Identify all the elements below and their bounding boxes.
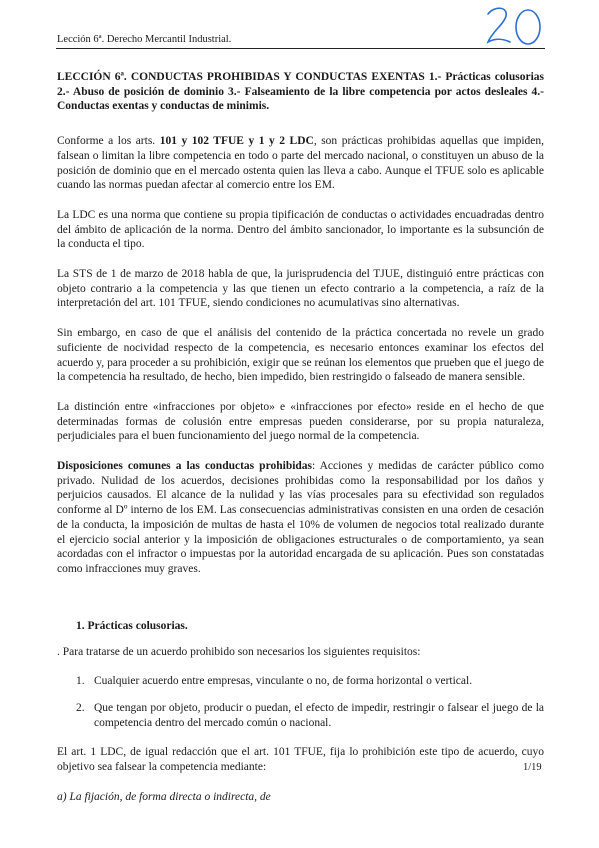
- running-header: Lección 6ª. Derecho Mercantil Industrial.: [57, 34, 232, 45]
- document-body: [57, 70, 544, 804]
- paragraph-intro: Conforme a los arts. 101 y 102 TFUE y 1 y 2 LDC, son prácticas prohibidas aquellas que impiden, falsean o limitan la libre competencia en todo o parte del mercado nacional, o constituyen un abuso de la posición de dominio que en el mercado ostenta quien las lleva a cabo. Aunque el TFUE solo es aplicable cuando las normas puedan afectar al comercio entre los EM.: [57, 135, 545, 192]
- paragraph-disposiciones: Disposiciones comunes a las conductas prohibidas: Acciones y medidas de carácter público como privado. Nulidad de los acuerdos, decisiones prohibidas como la responsabilidad por los daños y perjuicios causados. El alcance de la nulidad y las vías procesales para su efectividad son regulados conforme al Dº interno de los EM. Las consecuencias administrativas consisten en una orden de cesación de la conducta, la imposición de multas de hasta el 10% de volumen de negocios total realizado durante el ejercicio social anterior y la imposición de obligaciones estructurales o de comportamiento, ya sean acordadas con el infractor o impuestas por la autoridad encargada de su aplicación. Pues son constatadas como infracciones muy graves.: [57, 460, 544, 575]
- subitem-a: a) La fijación, de forma directa o indirecta, de: [57, 790, 271, 803]
- lesson-title: LECCIÓN 6ª. CONDUCTAS PROHIBIDAS Y CONDUCTAS EXENTAS 1.- Prácticas colusorias 2.- Abuso de posición de dominio 3.- Falseamiento de la libre competencia por actos desleales 4.- Conductas exentas y conductas de minimis.: [57, 71, 544, 113]
- list-item: 2. Que tengan por objeto, producir o puedan, el efecto de impedir, restringir o falsear el juego de la competencia dentro del mercado común o nacional.: [76, 701, 544, 729]
- requirements-intro: . Para tratarse de un acuerdo prohibido son necesarios los siguientes requisitos:: [57, 646, 421, 659]
- page-number: 1/19: [523, 762, 542, 773]
- paragraph-art1-ldc: El art. 1 LDC, de igual redacción que el art. 101 TFUE, fija lo prohibición este tipo de acuerdo, cuyo objetivo sea falsear la competencia mediante:: [57, 746, 544, 773]
- paragraph-distincion: La distinción entre «infracciones por objeto» e «infracciones por efecto» reside en el hecho de que determinadas formas de colusión entre empresas pueden considerarse, por su propia naturaleza, perjudiciales para el buen funcionamiento del juego normal de la competencia.: [57, 400, 544, 443]
- paragraph-sts: La STS de 1 de marzo de 2018 habla de que, la jurisprudencia del TJUE, distinguió entre prácticas con objeto contrario a la competencia y las que tienen un efecto contrario a la competencia, a raíz de la interpretación del art. 101 TFUE, siendo condiciones no acumulativas sino alternativas.: [57, 268, 544, 310]
- paragraph-sin-embargo: Sin embargo, en caso de que el análisis del contenido de la práctica concertada no revele un grado suficiente de nocividad respecto de la competencia, es necesario entonces examinar los efectos del acuerdo y, para proceder a su prohibición, exigir que se reúnan los elementos que prueben que el juego de la competencia ha resultado, de hecho, bien impedido, bien restringido o falseado de manera sensible.: [57, 327, 544, 384]
- section-heading-practicas: 1. Prácticas colusorias.: [76, 619, 188, 632]
- list-item: 1. Cualquier acuerdo entre empresas, vinculante o no, de forma horizontal o vertical.: [76, 675, 473, 688]
- paragraph-ldc: La LDC es una norma que contiene su propia tipificación de conductas o actividades encuadradas dentro del ámbito de aplicación de la norma. Dentro del ámbito sancionador, lo importante es la subsunción de la conducta el tipo.: [57, 208, 544, 251]
- handwritten-annotation: [478, 2, 548, 52]
- header-divider: [56, 48, 545, 49]
